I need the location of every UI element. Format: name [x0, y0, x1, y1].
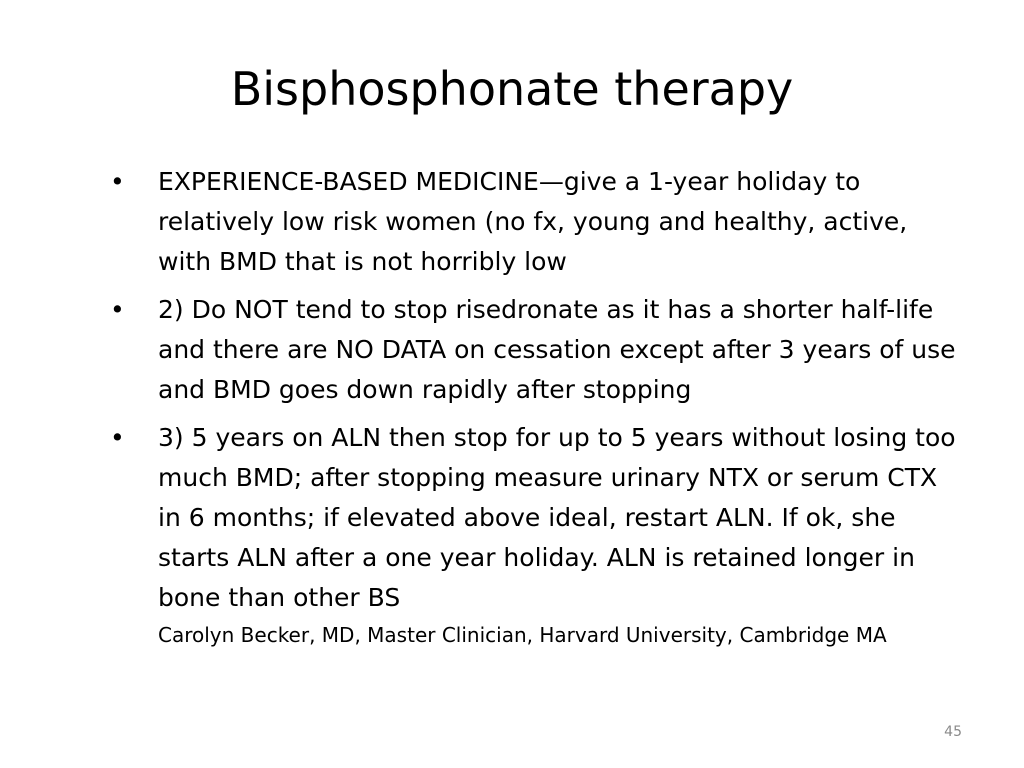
- bullet-item-3: [110, 418, 960, 652]
- attribution: Carolyn Becker, MD, Master Clinician, Harvard University, Cambridge MA: [158, 623, 887, 647]
- bullet-marker: •: [110, 295, 125, 324]
- slide-title: Bisphosphonate therapy: [230, 62, 794, 116]
- bullet-marker: •: [110, 167, 125, 196]
- bullet-text: 3) 5 years on ALN then stop for up to 5 years without losing too much BMD; after stopping measure urinary NTX or serum CTX in 6 months; if elevated above ideal, restart ALN. If ok, she starts ALN after a one year holiday. ALN is retained longer in bone than other BS: [158, 423, 956, 612]
- bullet-text: EXPERIENCE-BASED MEDICINE—give a 1-year holiday to relatively low risk women (no fx, young and healthy, active, with BMD that is not horribly low: [158, 167, 908, 276]
- bullet-list: [110, 162, 960, 660]
- bullet-item-2: [110, 290, 960, 410]
- page-number: 45: [944, 724, 962, 740]
- bullet-text: 2) Do NOT tend to stop risedronate as it has a shorter half-life and there are NO DATA on cessation except after 3 years of use and BMD goes down rapidly after stopping: [158, 295, 956, 404]
- bullet-marker: •: [110, 423, 125, 452]
- bullet-item-1: [110, 162, 960, 282]
